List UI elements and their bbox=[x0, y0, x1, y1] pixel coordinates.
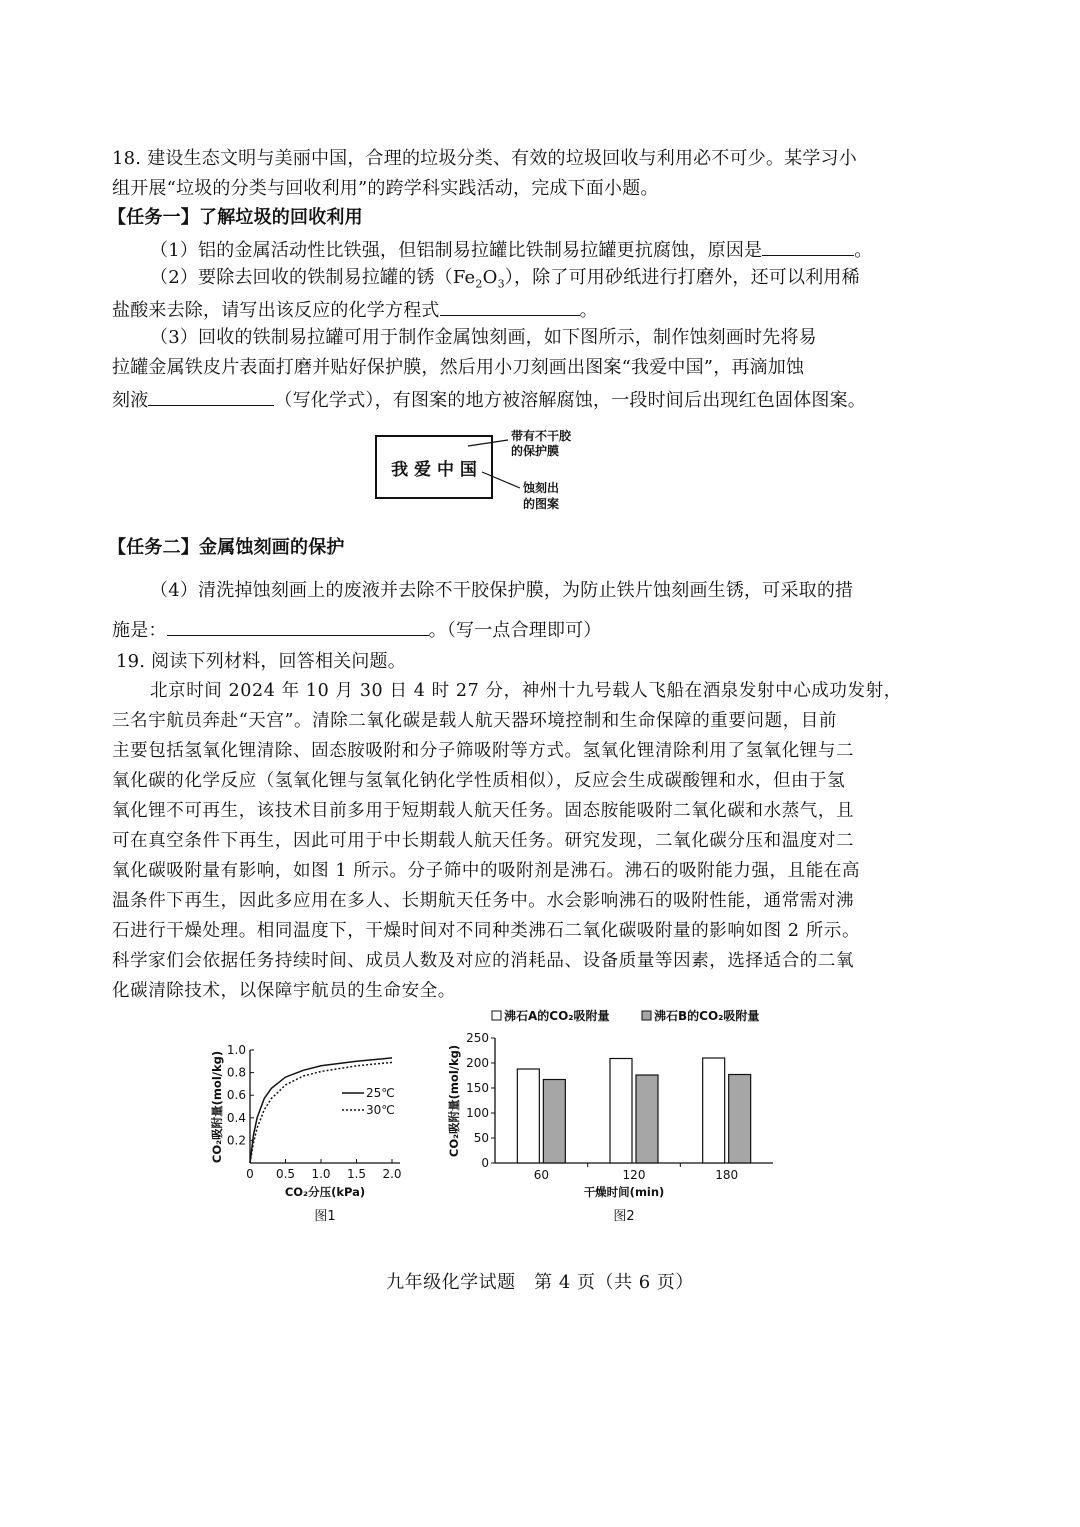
fig2-y-tick-label: 50 bbox=[473, 1131, 489, 1145]
fig1-y-tick-label: 0.8 bbox=[226, 1065, 246, 1080]
q19-para-line: 化碳清除技术，以保障宇航员的生命安全。 bbox=[112, 981, 456, 1001]
q18-sub3c-pre: 刻液 bbox=[112, 390, 149, 411]
q18-sub3c-post: （写化学式），有图案的地方被溶解腐蚀，一段时间后出现红色固体图案。 bbox=[274, 390, 867, 411]
task1-title: 【任务一】了解垃圾的回收利用 bbox=[108, 207, 363, 228]
q18-sub2-pre: （2）要除去回收的铁制易拉罐的锈（Fe bbox=[150, 267, 476, 288]
fig1-y-tick-label: 0.6 bbox=[226, 1088, 246, 1103]
fig1-y-tick-label: 0.4 bbox=[226, 1110, 246, 1125]
q18-sub4-line2 bbox=[112, 617, 602, 642]
q18-sub4b-post: 。（写一点合理即可） bbox=[428, 620, 602, 641]
fe-subscript: 2 bbox=[475, 277, 483, 291]
fig2-y-tick-label: 200 bbox=[466, 1056, 489, 1070]
q18-sub2b-end: 。 bbox=[579, 300, 598, 321]
etching-figure bbox=[370, 422, 600, 518]
fig2-bar-b bbox=[636, 1075, 658, 1163]
q19-para-line: 氧化碳的化学反应（氢氧化锂与氢氧化钠化学性质相似），反应会生成碳酸锂和水，但由于氢 bbox=[112, 771, 846, 791]
q18-sub4b-pre: 施是： bbox=[112, 620, 167, 641]
q19-para-line: 氧化碳吸附量有影响，如图 1 所示。分子筛中的吸附剂是沸石。沸石的吸附能力强，且能在高 bbox=[112, 861, 861, 881]
label-pattern-2: 的图案 bbox=[523, 497, 560, 511]
q18-sub2b-text: 盐酸来去除，请写出该反应的化学方程式 bbox=[112, 300, 440, 321]
q18-line1: 18. 建设生态文明与美丽中国，合理的垃圾分类、有效的垃圾回收与利用必不可少。某学习小 bbox=[112, 148, 857, 169]
fig1-x-tick-label: 0 bbox=[246, 1167, 254, 1181]
label-pattern-1: 蚀刻出 bbox=[523, 481, 560, 495]
figure1-line-chart bbox=[200, 1030, 430, 1230]
q18-sub2-line2 bbox=[112, 297, 598, 322]
legend-30c: 30℃ bbox=[366, 1103, 395, 1117]
fig2-xlabel: 干燥时间(min) bbox=[583, 1185, 665, 1199]
q19-para-line: 科学家们会依据任务持续时间、成员人数及对应的消耗品、设备质量等因素，选择适合的二氧 bbox=[112, 951, 855, 971]
fig2-y-tick-label: 0 bbox=[481, 1156, 489, 1170]
q19-para-line: 三名宇航员奔赴“天宫”。清除二氧化碳是载人航天器环境控制和生命保障的重要问题，目前 bbox=[112, 711, 837, 731]
fig2-bar-b bbox=[543, 1080, 565, 1164]
q19-para-line: 北京时间 2024 年 10 月 30 日 4 时 27 分，神州十九号载人飞船在酒泉发射中心成功发射， bbox=[150, 681, 902, 701]
legend-25c: 25℃ bbox=[366, 1086, 395, 1100]
fig1-y-tick-label: 1.0 bbox=[226, 1043, 246, 1057]
fig2-bar-a bbox=[517, 1069, 539, 1163]
q18-sub2-line1 bbox=[150, 267, 860, 296]
task2-title: 【任务二】金属蚀刻画的保护 bbox=[108, 537, 345, 558]
q18-sub3-line3 bbox=[112, 387, 866, 412]
q18-sub4-line1: （4）清洗掉蚀刻画上的废液并去除不干胶保护膜，为防止铁片蚀刻画生锈，可采取的措 bbox=[150, 580, 854, 601]
q18-sub2-post: ），除了可用砂纸进行打磨外，还可以利用稀 bbox=[504, 267, 860, 288]
q18-sub3-line2: 拉罐金属铁皮片表面打磨并贴好保护膜，然后用小刀刻画出图案“我爱中国”，再滴加蚀 bbox=[112, 357, 805, 378]
legend-zeolite-a: 沸石A的CO₂吸附量 bbox=[504, 1009, 610, 1023]
q19-para-line: 可在真空条件下再生，因此可用于中长期载人航天任务。研究发现，二氧化碳分压和温度对二 bbox=[112, 831, 855, 851]
q18-sub2-o: O bbox=[482, 267, 498, 288]
fig2-caption: 图2 bbox=[613, 1209, 635, 1224]
fig2-y-tick-label: 150 bbox=[466, 1081, 489, 1095]
fig2-bar-a bbox=[703, 1058, 725, 1163]
fig1-ylabel: CO₂吸附量(mol/kg) bbox=[210, 1050, 224, 1164]
fig2-bar-a bbox=[610, 1059, 632, 1164]
page-footer: 九年级化学试题 第 4 页（共 6 页） bbox=[386, 1272, 694, 1293]
legend-zeolite-b: 沸石B的CO₂吸附量 bbox=[654, 1009, 760, 1023]
q18-sub1 bbox=[150, 237, 872, 262]
q19-para-line: 石进行干燥处理。相同温度下，干燥时间对不同种类沸石二氧化碳吸附量的影响如图 2 所示。 bbox=[112, 921, 861, 941]
o-subscript: 3 bbox=[497, 277, 505, 291]
fig1-y-tick-label: 0.2 bbox=[226, 1133, 246, 1148]
fig2-x-tick-label: 180 bbox=[715, 1168, 739, 1182]
q18-sub1-end: 。 bbox=[854, 240, 873, 261]
fig2-ylabel: CO₂吸附量(mol/kg) bbox=[447, 1044, 461, 1158]
fig1-xlabel: CO₂分压(kPa) bbox=[284, 1185, 366, 1199]
fig2-x-tick-label: 120 bbox=[622, 1168, 646, 1182]
answer-blank-3 bbox=[148, 387, 274, 406]
q19-para-line: 温条件下再生，因此多应用在多人、长期航天任务中。水会影响沸石的吸附性能，通常需对沸 bbox=[112, 891, 855, 911]
answer-blank-2 bbox=[440, 297, 580, 316]
answer-blank-4 bbox=[167, 617, 429, 636]
q19-para-line: 氧化锂不可再生，该技术目前多用于短期载人航天任务。固态胺能吸附二氧化碳和水蒸气，且 bbox=[112, 801, 855, 821]
q18-sub3-line1: （3）回收的铁制易拉罐可用于制作金属蚀刻画，如下图所示，制作蚀刻画时先将易 bbox=[150, 327, 817, 348]
fig2-y-tick-label: 250 bbox=[466, 1031, 489, 1045]
q19-title: 19. 阅读下列材料，回答相关问题。 bbox=[116, 651, 406, 672]
fig1-x-tick-label: 0.5 bbox=[275, 1167, 296, 1181]
label-film-1: 带有不干胶 bbox=[511, 429, 572, 443]
fig2-bar-b bbox=[729, 1075, 751, 1164]
fig1-x-tick-label: 1.0 bbox=[311, 1167, 331, 1181]
q18-line2: 组开展“垃圾的分类与回收利用”的跨学科实践活动，完成下面小题。 bbox=[112, 178, 659, 199]
legend-swatch-a bbox=[492, 1011, 501, 1020]
answer-blank-1 bbox=[762, 237, 854, 256]
etched-pattern-text: 我 爱 中 国 bbox=[391, 460, 477, 480]
fig2-y-tick-label: 100 bbox=[466, 1106, 489, 1120]
figure2-bar-chart bbox=[440, 1006, 790, 1231]
fig1-x-tick-label: 1.5 bbox=[346, 1167, 367, 1181]
fig1-caption: 图1 bbox=[314, 1209, 336, 1224]
legend-swatch-b bbox=[642, 1011, 651, 1020]
fig2-x-tick-label: 60 bbox=[533, 1168, 549, 1182]
q19-para-line: 主要包括氢氧化锂清除、固态胺吸附和分子筛吸附等方式。氢氧化锂清除利用了氢氧化锂与二 bbox=[112, 741, 855, 761]
label-film-2: 的保护膜 bbox=[511, 444, 560, 458]
fig1-x-tick-label: 2.0 bbox=[382, 1167, 402, 1181]
q18-sub1-text: （1）铝的金属活动性比铁强，但铝制易拉罐比铁制易拉罐更抗腐蚀，原因是 bbox=[150, 240, 763, 261]
